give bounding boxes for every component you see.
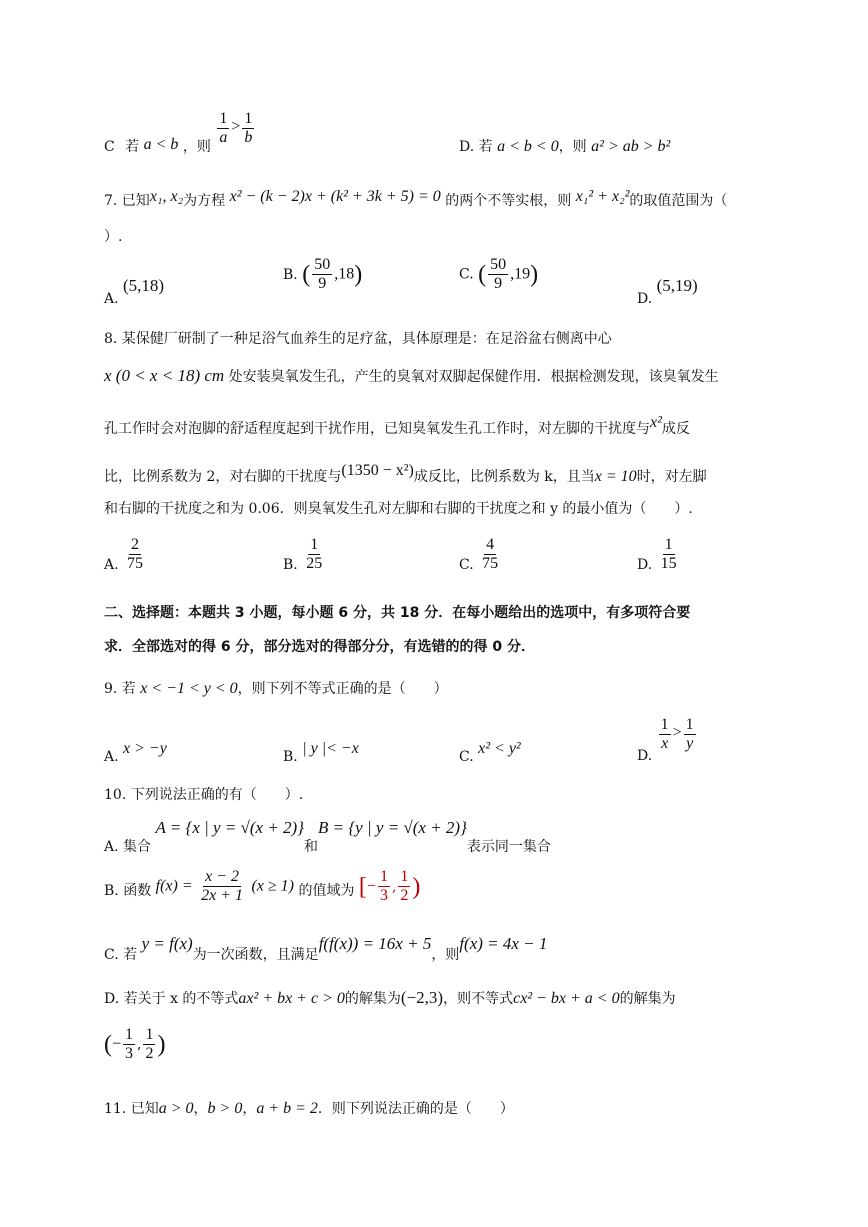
question-8-line-2: x (0 < x < 18) cm 处安装臭氧发生孔，产生的臭氧对双脚起保健作用．根据检测发现，该臭氧发生	[104, 366, 719, 385]
fraction: $\frac{1}{y}$	[685, 716, 694, 752]
math-term: (1350 − x²)	[341, 462, 414, 479]
math-condition: a + b = 2	[256, 1100, 318, 1117]
q8-option-c: C. $\frac{4}{75}$	[459, 536, 499, 573]
math-func: f(x) =	[155, 877, 193, 895]
math-set: (−2,3)	[400, 988, 444, 1007]
math-domain: (x ≥ 1)	[251, 877, 295, 895]
fraction: $\frac{1}{b}$	[244, 110, 253, 146]
fraction: $\frac{1}{2}$	[145, 1026, 154, 1062]
math-condition: a < b < 0	[497, 138, 559, 155]
q9-option-b: B. | y |< −x	[283, 740, 359, 765]
q9-option-c: C. x² < y²	[459, 740, 521, 765]
question-8-line-1: 8. 某保健厂研制了一种足浴气血养生的足疗盆，具体原理是：在足浴盆右侧离中心	[104, 331, 612, 347]
fraction: $\frac{2}{75}$	[127, 536, 144, 572]
q10-option-a: A. 集合 A = {x | y = √(x + 2)}和B = {y | y = √(x + 2)}表示同一集合	[104, 818, 551, 855]
math-set: B = {y | y = √(x + 2)}	[318, 818, 467, 837]
question-7-stem: 7. 已知x₁, x₂为方程 x² − (k − 2)x + (k² + 3k + 5) = 0 的两个不等实根，则 x₁² + x₂²的取值范围为（	[104, 188, 728, 209]
question-11-stem: 11. 已知a > 0，b > 0，a + b = 2．则下列说法正确的是（ ）	[104, 1100, 514, 1117]
q7-option-a: A. (5,18)	[104, 276, 165, 307]
question-7-stem-end: ）.	[104, 229, 123, 245]
math-conclusion: a² > ab > b²	[591, 138, 671, 155]
math-term: x²	[650, 414, 662, 431]
option-label: C	[104, 139, 115, 155]
q9-option-d: D. $\frac{1}{x}$ > $\frac{1}{y}$	[637, 716, 694, 764]
math-inequality: ax² + bx + c > 0	[238, 990, 345, 1007]
q7-option-b: B. ( $\frac{50}{9}$ ,18)	[283, 256, 363, 292]
option-text: 若	[478, 139, 493, 155]
question-8-line-5: 和右脚的干扰度之和为 0.06．则臭氧发生孔对左脚和右脚的干扰度之和 y 的最小值为（ ）.	[104, 501, 693, 517]
option-value: x² < y²	[478, 740, 521, 757]
question-8-line-4: 比，比例系数为 2，对右脚的干扰度与(1350 − x²)成反比，比例系数为 k，且当x = 10时，对左脚	[104, 462, 707, 485]
option-label: D.	[459, 139, 475, 155]
q7-option-c: C. ( $\frac{50}{9}$ ,19)	[459, 256, 539, 292]
option-value: | y |< −x	[302, 740, 359, 757]
fraction: $\frac{x - 2}{2x + 1}$	[201, 868, 244, 904]
question-10-stem: 10. 下列说法正确的有（ ）.	[104, 787, 304, 803]
q8-option-b: B. $\frac{1}{25}$	[283, 536, 323, 573]
q10-option-b: B. 函数 f(x) = $\frac{x - 2}{2x + 1}$ (x ≥ 1) 的值域为 [− $\frac{1}{3}$ , $\frac{1}{2}$ )	[104, 868, 421, 904]
fraction: $\frac{1}{15}$	[660, 536, 677, 572]
option-value: (5,18)	[123, 276, 165, 295]
q8-option-a: A. $\frac{2}{75}$	[104, 536, 144, 573]
q6-option-c	[104, 110, 256, 155]
q8-option-d: D. $\frac{1}{15}$	[637, 536, 677, 573]
q6-option-d	[459, 136, 670, 156]
math-func: y = f(x)	[141, 934, 193, 953]
fraction: $\frac{4}{75}$	[482, 536, 499, 572]
section-2-heading-line-2: 求．全部选对的得 6 分，部分选对的得部分分，有选错的的得 0 分．	[104, 639, 535, 655]
answer-range: [− $\frac{1}{3}$ , $\frac{1}{2}$ )	[358, 868, 421, 904]
math-inequality: cx² − bx + a < 0	[513, 990, 620, 1007]
q10-option-c: C. 若 y = f(x)为一次函数，且满足f(f(x)) = 16x + 5，则f(x) = 4x − 1	[104, 934, 548, 963]
section-2-heading-line-1: 二、选择题：本题共 3 小题，每小题 6 分，共 18 分．在每小题给出的选项中，有多项符合要	[104, 605, 691, 621]
q10-option-d: D. 若关于 x 的不等式ax² + bx + c > 0的解集为(−2,3)，则不等式cx² − bx + a < 0的解集为	[104, 988, 676, 1007]
fraction: $\frac{1}{a}$	[219, 110, 228, 146]
math-condition: x < −1 < y < 0	[140, 680, 238, 697]
math-vars: x₁, x₂	[149, 188, 184, 205]
math-equation: f(f(x)) = 16x + 5	[318, 934, 432, 953]
option-text: ，则	[182, 139, 211, 155]
fraction: $\frac{50}{9}$	[314, 256, 331, 292]
math-term: x = 10	[594, 468, 637, 485]
question-8-line-3: 孔工作时会对泡脚的舒适程度起到干扰作用，已知臭氧发生孔工作时，对左脚的干扰度与x²成反	[104, 414, 690, 437]
q7-option-d: D. (5,19)	[637, 276, 698, 307]
math-set: A = {x | y = √(x + 2)}	[155, 818, 305, 837]
option-text: ，则	[558, 139, 587, 155]
fraction: $\frac{1}{x}$	[660, 716, 669, 752]
math-condition: a < b	[143, 136, 179, 153]
option-value: (5,19)	[656, 276, 698, 295]
fraction: $\frac{1}{3}$	[125, 1026, 134, 1062]
math-range: x (0 < x < 18) cm	[104, 366, 225, 385]
q9-option-a: A. x > −y	[104, 740, 167, 765]
fraction: $\frac{1}{25}$	[306, 536, 323, 572]
option-text: 若	[125, 139, 140, 155]
option-value: x > −y	[123, 740, 167, 757]
math-condition: a > 0	[158, 1100, 194, 1117]
q10-option-d-answer: (− $\frac{1}{3}$ , $\frac{1}{2}$ )	[104, 1026, 166, 1062]
math-result: f(x) = 4x − 1	[459, 934, 548, 953]
math-op: >	[231, 118, 241, 135]
fraction: $\frac{50}{9}$	[490, 256, 507, 292]
math-equation: x² − (k − 2)x + (k² + 3k + 5) = 0	[229, 188, 441, 205]
math-expression: x₁² + x₂²	[575, 188, 630, 205]
question-9-stem: 9. 若 x < −1 < y < 0，则下列不等式正确的是（ ）	[104, 680, 448, 697]
math-condition: b > 0	[207, 1100, 243, 1117]
